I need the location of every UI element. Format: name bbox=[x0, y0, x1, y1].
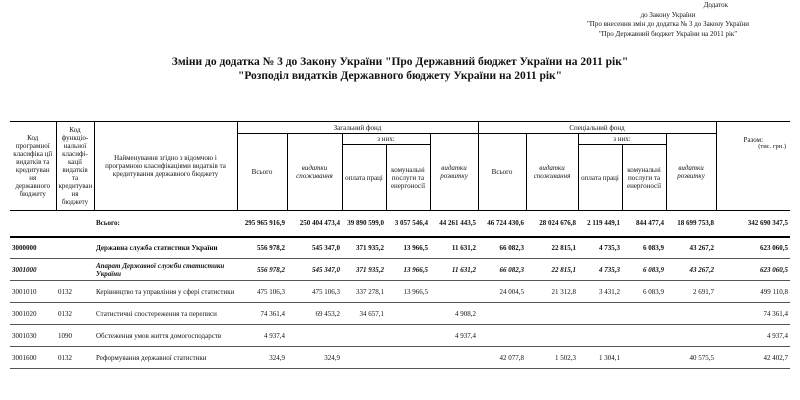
row-value: 342 690 347,5 bbox=[716, 211, 790, 237]
table-row bbox=[10, 237, 790, 259]
header-special-fund: Спеціальний фонд bbox=[478, 122, 716, 134]
row-value bbox=[666, 303, 716, 325]
row-value: 6 083,9 bbox=[622, 259, 666, 281]
row-value: 22 815,1 bbox=[526, 237, 578, 259]
row-value: 46 724 430,6 bbox=[478, 211, 526, 237]
row-value bbox=[430, 281, 478, 303]
annex-line: "Про Державний бюджет України на 2011 рік" bbox=[598, 29, 738, 38]
row-func-code: 1090 bbox=[56, 325, 94, 347]
row-value: 4 735,3 bbox=[578, 259, 622, 281]
row-value: 337 278,1 bbox=[342, 281, 386, 303]
row-name: Обстеження умов життя домогосподарств bbox=[94, 325, 237, 347]
row-value: 69 453,2 bbox=[287, 303, 342, 325]
row-value: 6 083,9 bbox=[622, 281, 666, 303]
row-value: 371 935,2 bbox=[342, 237, 386, 259]
header-program-code: Код програмної класифіка ції видатків та кредитуван ня державного бюджету bbox=[10, 122, 56, 211]
header-sf-of-which: з них: bbox=[578, 134, 666, 145]
row-value: 43 267,2 bbox=[666, 259, 716, 281]
row-value: 4 937,4 bbox=[716, 325, 790, 347]
table-row bbox=[10, 281, 790, 303]
header-gf-utilities: комунальні послуги та енергоносії bbox=[386, 145, 430, 211]
row-value: 499 110,8 bbox=[716, 281, 790, 303]
row-code: 3001600 bbox=[10, 347, 56, 369]
row-func-code bbox=[56, 237, 94, 259]
row-value: 324,9 bbox=[287, 347, 342, 369]
row-value: 4 937,4 bbox=[430, 325, 478, 347]
table-row bbox=[10, 303, 790, 325]
row-value: 556 978,2 bbox=[237, 259, 287, 281]
row-code: 3001020 bbox=[10, 303, 56, 325]
row-func-code: 0132 bbox=[56, 303, 94, 325]
row-value: 28 024 676,8 bbox=[526, 211, 578, 237]
row-value: 66 082,3 bbox=[478, 237, 526, 259]
row-func-code bbox=[56, 259, 94, 281]
row-value: 74 361,4 bbox=[716, 303, 790, 325]
row-value: 40 575,5 bbox=[666, 347, 716, 369]
row-value: 13 966,5 bbox=[386, 237, 430, 259]
row-name: Державна служба статистики України bbox=[94, 237, 237, 259]
row-value: 1 304,1 bbox=[578, 347, 622, 369]
row-value bbox=[430, 347, 478, 369]
row-value: 475 106,3 bbox=[237, 281, 287, 303]
header-gf-wages: оплата праці bbox=[342, 145, 386, 211]
table-row bbox=[10, 347, 790, 369]
annex-line: Додаток bbox=[703, 1, 728, 9]
annex-line: "Про внесення змін до додатка № 3 до Закону України bbox=[586, 20, 750, 28]
row-value: 13 966,5 bbox=[386, 281, 430, 303]
row-func-code: 0132 bbox=[56, 281, 94, 303]
row-code: 3001030 bbox=[10, 325, 56, 347]
header-gf-of-which: з них: bbox=[342, 134, 430, 145]
row-value: 4 735,3 bbox=[578, 237, 622, 259]
row-value: 24 004,5 bbox=[478, 281, 526, 303]
row-value: 545 347,0 bbox=[287, 259, 342, 281]
row-value bbox=[622, 347, 666, 369]
annex-header bbox=[548, 1, 788, 39]
row-value bbox=[622, 325, 666, 347]
row-value: 2 119 449,1 bbox=[578, 211, 622, 237]
row-code: 3000000 bbox=[10, 237, 56, 259]
row-func-code: 0132 bbox=[56, 347, 94, 369]
row-value: 623 060,5 bbox=[716, 259, 790, 281]
header-sf-consumption: видатки споживання bbox=[526, 134, 578, 211]
row-value: 545 347,0 bbox=[287, 237, 342, 259]
row-value bbox=[386, 303, 430, 325]
row-value: 11 631,2 bbox=[430, 237, 478, 259]
row-name: Всього: bbox=[94, 211, 237, 237]
row-func-code bbox=[56, 211, 94, 237]
row-value bbox=[622, 303, 666, 325]
row-value: 3 057 546,4 bbox=[386, 211, 430, 237]
row-value bbox=[578, 303, 622, 325]
header-gf-consumption: видатки споживання bbox=[287, 134, 342, 211]
row-value: 623 060,5 bbox=[716, 237, 790, 259]
row-value: 295 965 916,9 bbox=[237, 211, 287, 237]
row-value: 44 261 443,5 bbox=[430, 211, 478, 237]
header-name: Найменування згідно з відомчою і програмною класифікаціями видатків та кредитування державного бюджету bbox=[94, 122, 237, 211]
row-value: 34 657,1 bbox=[342, 303, 386, 325]
row-value: 11 631,2 bbox=[430, 259, 478, 281]
row-value: 844 477,4 bbox=[622, 211, 666, 237]
row-value: 2 691,7 bbox=[666, 281, 716, 303]
row-value: 475 106,3 bbox=[287, 281, 342, 303]
row-value bbox=[342, 347, 386, 369]
document-subtitle: "Розподіл видатків Державного бюджету України на 2011 рік" bbox=[237, 70, 563, 82]
row-code bbox=[10, 211, 56, 237]
header-grand-total: Разом: bbox=[716, 122, 790, 211]
row-value: 6 083,9 bbox=[622, 237, 666, 259]
row-value: 42 077,8 bbox=[478, 347, 526, 369]
header-sf-total: Всього bbox=[478, 134, 526, 211]
row-value bbox=[386, 325, 430, 347]
row-value bbox=[287, 325, 342, 347]
row-value: 22 815,1 bbox=[526, 259, 578, 281]
table-row bbox=[10, 325, 790, 347]
row-value: 21 312,8 bbox=[526, 281, 578, 303]
row-value: 1 502,3 bbox=[526, 347, 578, 369]
row-value bbox=[342, 325, 386, 347]
row-value bbox=[386, 347, 430, 369]
header-sf-utilities: комунальні послуги та енергоносії bbox=[622, 145, 666, 211]
header-gf-total: Всього bbox=[237, 134, 287, 211]
row-name: Керівництво та управління у сфері статистики bbox=[94, 281, 237, 303]
row-code: 3001000 bbox=[10, 259, 56, 281]
row-value bbox=[526, 325, 578, 347]
table-row bbox=[10, 211, 790, 237]
row-value: 66 082,3 bbox=[478, 259, 526, 281]
row-value bbox=[478, 325, 526, 347]
row-value: 4 937,4 bbox=[237, 325, 287, 347]
row-value bbox=[578, 325, 622, 347]
row-value bbox=[666, 325, 716, 347]
row-value: 556 978,2 bbox=[237, 237, 287, 259]
row-value: 13 966,5 bbox=[386, 259, 430, 281]
row-value: 18 699 753,8 bbox=[666, 211, 716, 237]
row-value: 4 908,2 bbox=[430, 303, 478, 325]
budget-table bbox=[10, 121, 790, 369]
document-title: Зміни до додатка № 3 до Закону України "Про Державний бюджет України на 2011 рік" bbox=[171, 56, 629, 68]
annex-line: до Закону України bbox=[640, 10, 696, 19]
row-value: 39 890 599,0 bbox=[342, 211, 386, 237]
row-code: 3001010 bbox=[10, 281, 56, 303]
header-func-code: Код функціо- нальної класифі- кації видатків та кредитуван ня бюджету bbox=[56, 122, 94, 211]
row-value: 371 935,2 bbox=[342, 259, 386, 281]
row-name: Реформування державної статистики bbox=[94, 347, 237, 369]
row-value: 42 402,7 bbox=[716, 347, 790, 369]
row-value: 74 361,4 bbox=[237, 303, 287, 325]
row-value: 3 431,2 bbox=[578, 281, 622, 303]
row-value: 250 404 473,4 bbox=[287, 211, 342, 237]
row-name: Статистичні спостереження та переписи bbox=[94, 303, 237, 325]
table-header bbox=[10, 122, 790, 211]
table-row bbox=[10, 259, 790, 281]
header-gf-development: видатки розвитку bbox=[430, 134, 478, 211]
row-value bbox=[478, 303, 526, 325]
header-general-fund: Загальний фонд bbox=[237, 122, 478, 134]
header-sf-development: видатки розвитку bbox=[666, 134, 716, 211]
row-value: 324,9 bbox=[237, 347, 287, 369]
header-sf-wages: оплата праці bbox=[578, 145, 622, 211]
row-value: 43 267,2 bbox=[666, 237, 716, 259]
units-label: (тис. грн.) bbox=[758, 143, 786, 150]
row-value bbox=[526, 303, 578, 325]
table-body bbox=[10, 211, 790, 369]
row-name: Апарат Державної служби статистики України bbox=[94, 259, 237, 281]
